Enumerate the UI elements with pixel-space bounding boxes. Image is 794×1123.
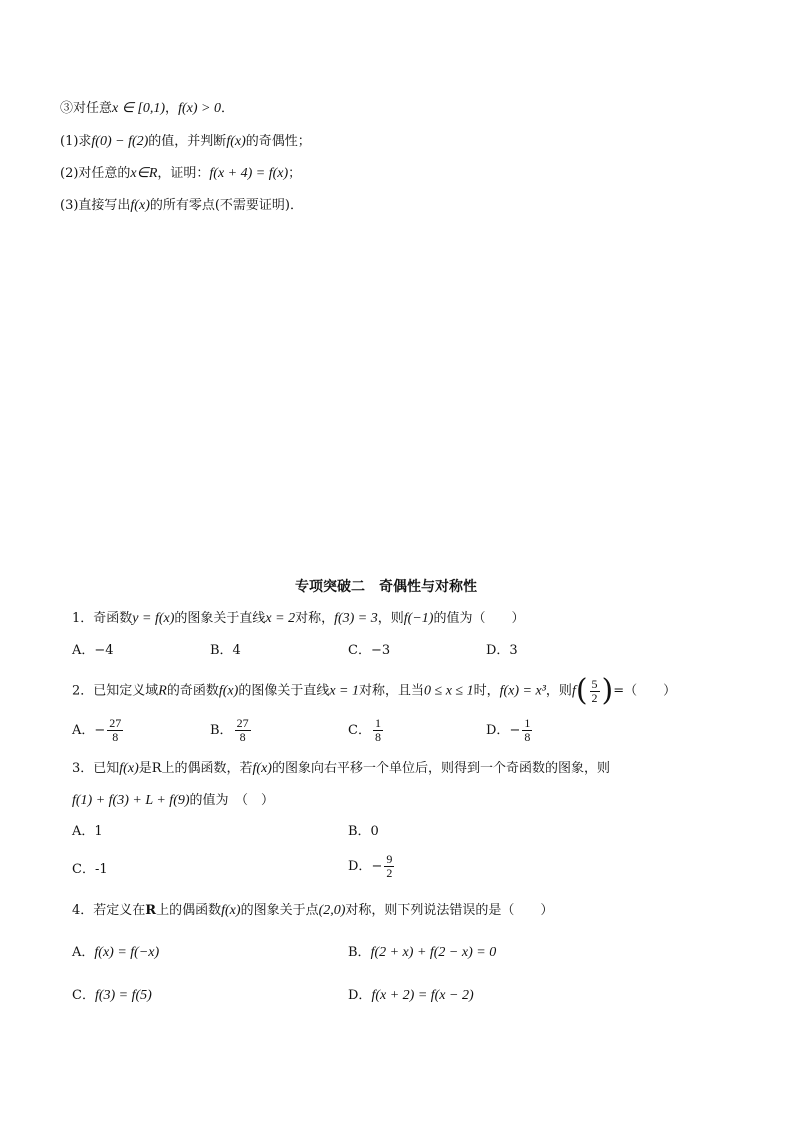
problem-2-stem	[72, 673, 677, 708]
math-fx: f(x)	[130, 198, 150, 213]
stem-text: 对称，且当	[359, 683, 425, 699]
problem-2-option-c[interactable]	[348, 716, 385, 746]
fraction	[522, 717, 532, 744]
stem-text: ，则	[377, 611, 404, 626]
problem-2-option-a[interactable]	[72, 716, 125, 746]
math-x-range: x ∈ [0,1)	[112, 101, 166, 116]
problem-number: 3．	[72, 761, 94, 776]
fraction	[384, 853, 394, 880]
math-f: f	[571, 683, 576, 699]
condition-3-line	[60, 100, 234, 118]
q3-end: 的所有零点(不需要证明)．	[149, 198, 304, 213]
problem-4-option-a[interactable]	[72, 944, 159, 962]
option-math: f(x) = f(−x)	[94, 945, 160, 960]
fraction	[235, 717, 251, 744]
option-math: f(3) = f(5)	[94, 988, 152, 1003]
minus-sign: −	[371, 859, 383, 874]
numerator: 5	[591, 676, 598, 691]
math-f-neg1: f(−1)	[403, 611, 434, 626]
problem-number: 1．	[72, 611, 94, 626]
math-x-eq-2: x = 2	[265, 611, 296, 626]
numerator: 27	[109, 716, 122, 730]
stem-text: 若定义在	[93, 903, 146, 918]
q1-prefix: (1)求	[60, 134, 92, 149]
problem-number: 4．	[72, 903, 94, 918]
denominator: 2	[386, 866, 393, 880]
fraction	[373, 717, 383, 744]
stem-text: 的值为（ ）	[433, 611, 525, 626]
math-f3-eq-3: f(3) = 3	[334, 611, 378, 626]
q2-prefix: (2)对任意的	[60, 166, 131, 181]
minus-sign: −	[94, 723, 106, 738]
option-label: B．	[348, 945, 371, 960]
stem-text: 的图像关于直线	[238, 683, 330, 699]
math-fx: f(x)	[252, 761, 272, 776]
option-label: B．	[210, 723, 233, 738]
option-label: D．	[486, 723, 510, 738]
denominator: 8	[524, 730, 531, 744]
stem-text: 的奇函数	[166, 683, 219, 699]
stem-text: ，则	[545, 683, 572, 699]
problem-3-option-a[interactable]: A．1	[72, 824, 103, 839]
problem-1-option-b[interactable]: B．4	[210, 643, 241, 658]
math-fx-eq-x-cubed: f(x) = x³	[499, 683, 546, 699]
numerator: 1	[524, 716, 531, 730]
problem-1-option-c[interactable]: C．−3	[348, 643, 391, 658]
stem-text: 对称，	[295, 611, 335, 626]
option-label: C．	[72, 988, 95, 1003]
math-fx-positive: f(x) > 0	[178, 101, 221, 116]
math-r: R	[145, 903, 157, 918]
math-fx: f(x)	[218, 683, 239, 699]
q1-mid: 的值，并判断	[148, 134, 227, 149]
stem-text: 的图象关于点	[240, 903, 319, 918]
minus-sign: −	[509, 723, 521, 738]
numerator: 27	[236, 716, 249, 730]
problem-3-option-c[interactable]: C．-1	[72, 862, 108, 877]
stem-text: 时，	[473, 683, 500, 699]
option-label: A．	[72, 723, 95, 738]
option-label: D．	[348, 859, 372, 874]
question-3-line	[60, 197, 303, 215]
separator: ，	[165, 101, 179, 116]
math-fx: f(x)	[221, 903, 241, 918]
q3-prefix: (3)直接写出	[60, 198, 131, 213]
math-y-eq-fx: y = f(x)	[132, 611, 175, 626]
denominator: 8	[374, 730, 381, 744]
math-periodicity: f(x + 4) = f(x)	[209, 166, 289, 181]
math-point: (2,0)	[318, 903, 346, 918]
q2-mid: ，证明：	[157, 166, 210, 181]
stem-text: 上的偶函数	[156, 903, 222, 918]
option-label: D．	[348, 988, 372, 1003]
numerator: 1	[374, 716, 381, 730]
problem-2-option-b[interactable]	[210, 716, 253, 746]
math-sum: f(1) + f(3) + L + f(9)	[72, 793, 190, 808]
problem-number: 2．	[72, 683, 94, 699]
math-x-in-r: x∈R	[130, 166, 158, 181]
problem-3-stem-line-2	[72, 792, 274, 810]
denominator: 2	[591, 690, 598, 705]
problem-4-option-c[interactable]	[72, 987, 152, 1005]
stem-text: =（ ）	[613, 683, 677, 699]
stem-text: 已知	[93, 761, 120, 776]
section-title: 专项突破二 奇偶性与对称性	[295, 579, 477, 595]
math-f0-minus-f2: f(0) − f(2)	[91, 134, 149, 149]
question-2-line	[60, 165, 301, 183]
fraction	[107, 717, 123, 744]
stem-text: 奇函数	[93, 611, 133, 626]
q1-end: 的奇偶性；	[245, 134, 311, 149]
math-r: R	[158, 683, 167, 699]
denominator: 8	[239, 730, 246, 744]
problem-4-option-d[interactable]	[348, 987, 474, 1005]
stem-text: 对称，则下列说法错误的是（ ）	[345, 903, 554, 918]
right-paren: )	[601, 673, 614, 708]
option-math: f(2 + x) + f(2 − x) = 0	[370, 945, 497, 960]
problem-4-option-b[interactable]	[348, 944, 496, 962]
stem-text: 已知定义域	[93, 683, 159, 699]
math-interval: 0 ≤ x ≤ 1	[424, 683, 474, 699]
problem-3-option-d[interactable]	[348, 852, 396, 882]
fraction-5-2	[590, 678, 600, 705]
period: ．	[220, 101, 234, 116]
question-1-line	[60, 133, 311, 151]
problem-1-option-d[interactable]: D．3	[486, 643, 518, 658]
option-label: C．	[348, 723, 371, 738]
stem-text: 的值为 （ ）	[189, 793, 275, 808]
math-fx: f(x)	[119, 761, 139, 776]
denominator: 8	[112, 730, 119, 744]
problem-3-option-b[interactable]: B．0	[348, 824, 379, 839]
stem-text: 的图象关于直线	[174, 611, 266, 626]
stem-text: 的图象向右平移一个单位后，则得到一个奇函数的图象，则	[271, 761, 610, 776]
stem-text: 是R上的偶函数，若	[138, 761, 253, 776]
condition-3-text: ③对任意	[60, 101, 113, 116]
problem-4-stem	[72, 902, 553, 920]
q2-end: ；	[288, 166, 302, 181]
problem-1-stem	[72, 610, 524, 628]
problem-1-option-a[interactable]: A．−4	[72, 643, 114, 658]
problem-2-option-d[interactable]	[486, 716, 534, 746]
math-x-eq-1: x = 1	[329, 683, 359, 699]
option-math: f(x + 2) = f(x − 2)	[371, 988, 474, 1003]
math-fx: f(x)	[226, 134, 246, 149]
numerator: 9	[386, 852, 393, 866]
left-paren: (	[575, 673, 588, 708]
problem-3-stem-line-1	[72, 760, 610, 778]
option-label: A．	[72, 945, 95, 960]
